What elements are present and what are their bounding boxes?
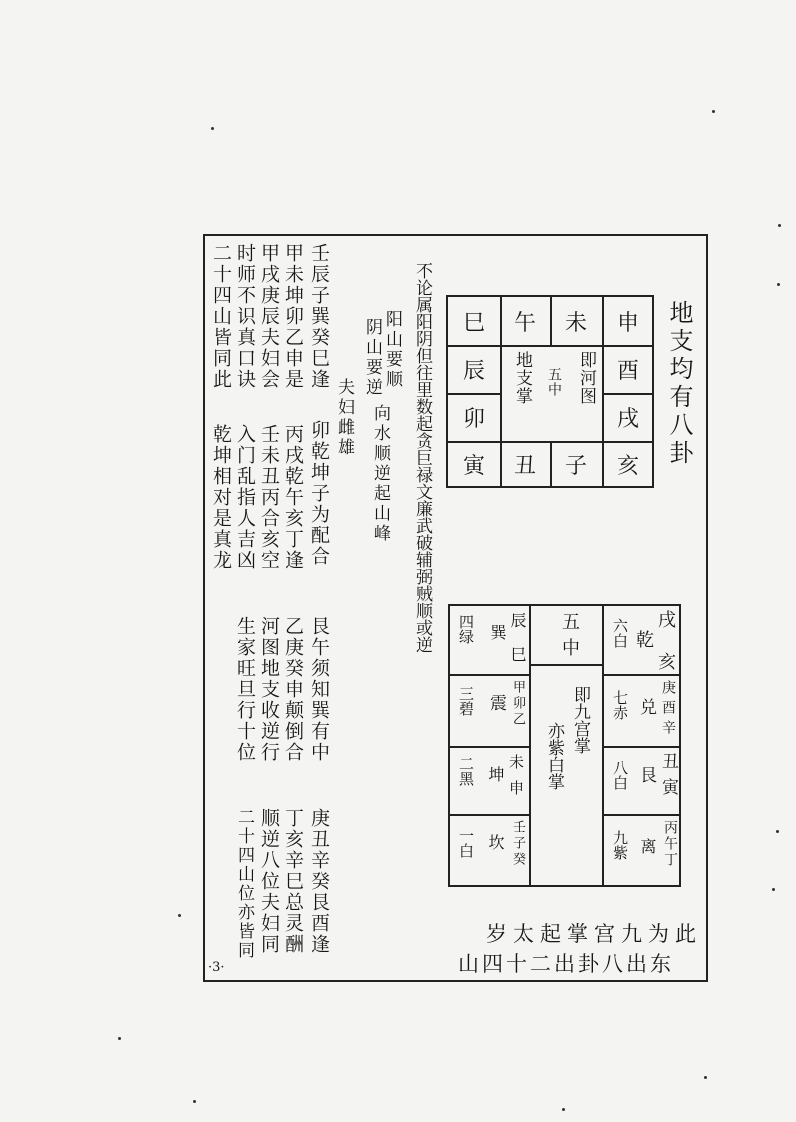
cell-yin: 寅 — [462, 454, 485, 479]
palace-right-4-star: 九紫 — [611, 830, 629, 860]
palace-left-2: 甲 — [510, 680, 525, 693]
palace-right-2: 辛 — [660, 720, 676, 734]
cell-wei: 未 — [564, 310, 587, 336]
note-column: 阳山要顺 — [382, 310, 402, 390]
palace-right-1: 亥 — [655, 652, 676, 670]
text-column: 艮午须知巽有中 — [308, 616, 330, 763]
text-column: 乾坤相对是真龙 — [210, 424, 232, 571]
palace-right-2-star: 七赤 — [611, 690, 629, 720]
palace-right-4: 丁 — [662, 852, 678, 866]
cell-chen: 辰 — [462, 358, 485, 384]
palace-left-4: 癸 — [510, 852, 525, 865]
cell-you: 酉 — [616, 358, 639, 384]
footer-line-1: 此为九宫掌起太岁 — [486, 922, 702, 946]
palace-right-2: 酉 — [660, 700, 676, 714]
nine-palace-grid — [448, 604, 681, 887]
text-column: 壬未丑丙合亥空 — [258, 424, 280, 571]
palace-right-4: 午 — [662, 836, 678, 850]
center-label-hetu: 即河图 — [576, 351, 596, 405]
palace-right-2: 兑 — [636, 698, 656, 715]
palace-right-2: 庚 — [660, 680, 676, 694]
palace-right-1: 戌 — [655, 610, 676, 628]
text-column: 壬辰子巽癸巳逢 — [308, 243, 330, 390]
note-column: 夫妇雌雄 — [334, 378, 354, 458]
cell-xu: 戌 — [616, 406, 639, 432]
palace-right-3-star: 八白 — [611, 760, 629, 790]
cell-wu: 午 — [513, 310, 536, 336]
palace-right-4: 丙 — [662, 820, 678, 834]
section-title: 地支均有八卦 — [665, 300, 693, 468]
cell-shen: 申 — [616, 310, 639, 336]
note-column: 阴山要逆 — [362, 318, 382, 398]
text-column: 河图地支收逆行 — [258, 616, 280, 763]
earthly-branch-grid — [446, 295, 654, 488]
palace-center-label: 即九宫掌 — [570, 686, 590, 754]
text-column: 丁亥辛巳总灵酬 — [282, 808, 304, 955]
text-column: 卯乾坤子为配合 — [308, 420, 330, 567]
palace-left-2: 震 — [486, 694, 506, 711]
palace-center-label: 亦紫白掌 — [544, 722, 564, 790]
palace-left-1: 巳 — [508, 646, 527, 662]
text-column: 入门乱指人吉凶 — [234, 424, 256, 571]
note-column: 向水顺逆起山峰 — [370, 404, 390, 544]
text-column: 乙庚癸申颠倒合 — [282, 616, 304, 763]
page-marker: ·3· — [208, 960, 225, 975]
palace-right-1: 乾 — [633, 630, 654, 648]
palace-left-2-star: 三碧 — [457, 686, 475, 716]
text-column: 庚丑辛癸艮酉逢 — [308, 808, 330, 955]
palace-right-4: 离 — [638, 838, 657, 854]
cell-si: 巳 — [462, 310, 485, 336]
cell-zi: 子 — [564, 454, 587, 479]
palace-left-3: 未 — [507, 754, 525, 769]
text-column: 甲戌庚辰夫妇会 — [258, 243, 280, 390]
palace-right-3: 艮 — [636, 766, 656, 783]
palace-left-1: 辰 — [508, 612, 527, 628]
palace-left-4: 壬 — [510, 820, 525, 833]
palace-left-2: 卯 — [510, 696, 525, 709]
palace-left-3-star: 二黑 — [457, 756, 475, 786]
palace-right-1-star: 六白 — [611, 618, 629, 648]
palace-left-1: 巽 — [488, 624, 507, 640]
palace-left-2: 乙 — [510, 712, 525, 725]
palace-center-zhong: 中 — [559, 638, 580, 656]
text-column: 时师不识真口诀 — [234, 243, 256, 390]
palace-left-4: 坎 — [486, 834, 505, 850]
center-label-dizhizhang: 地支掌 — [512, 351, 532, 405]
palace-left-1-star: 四绿 — [457, 614, 475, 644]
text-column: 二十四山位亦皆同 — [234, 808, 254, 960]
palace-right-3: 寅 — [658, 778, 678, 795]
text-column: 顺逆八位夫妇同 — [258, 808, 280, 955]
palace-center-wu: 五 — [559, 612, 580, 630]
palace-left-3: 坤 — [486, 766, 505, 782]
text-column: 二十四山皆同此 — [210, 243, 232, 390]
cell-hai: 亥 — [616, 454, 639, 479]
footer-line-2: 东出八卦出二十四山 — [458, 952, 674, 976]
note-column: 不论属阳阴但往里数起贪巨禄文廉武破辅弼贼顺或逆 — [412, 262, 432, 653]
palace-right-3: 丑 — [658, 752, 678, 769]
text-column: 生家旺旦行十位 — [234, 616, 256, 763]
palace-left-4-star: 一白 — [457, 828, 475, 858]
palace-left-4: 子 — [510, 836, 525, 849]
text-column: 甲未坤卯乙申是 — [282, 243, 304, 390]
palace-left-3: 申 — [507, 780, 525, 795]
center-label-wuzhong: 五中 — [546, 367, 562, 397]
text-column: 丙戌乾午亥丁逢 — [282, 424, 304, 571]
cell-chou: 丑 — [513, 454, 536, 479]
cell-mao: 卯 — [462, 406, 485, 432]
